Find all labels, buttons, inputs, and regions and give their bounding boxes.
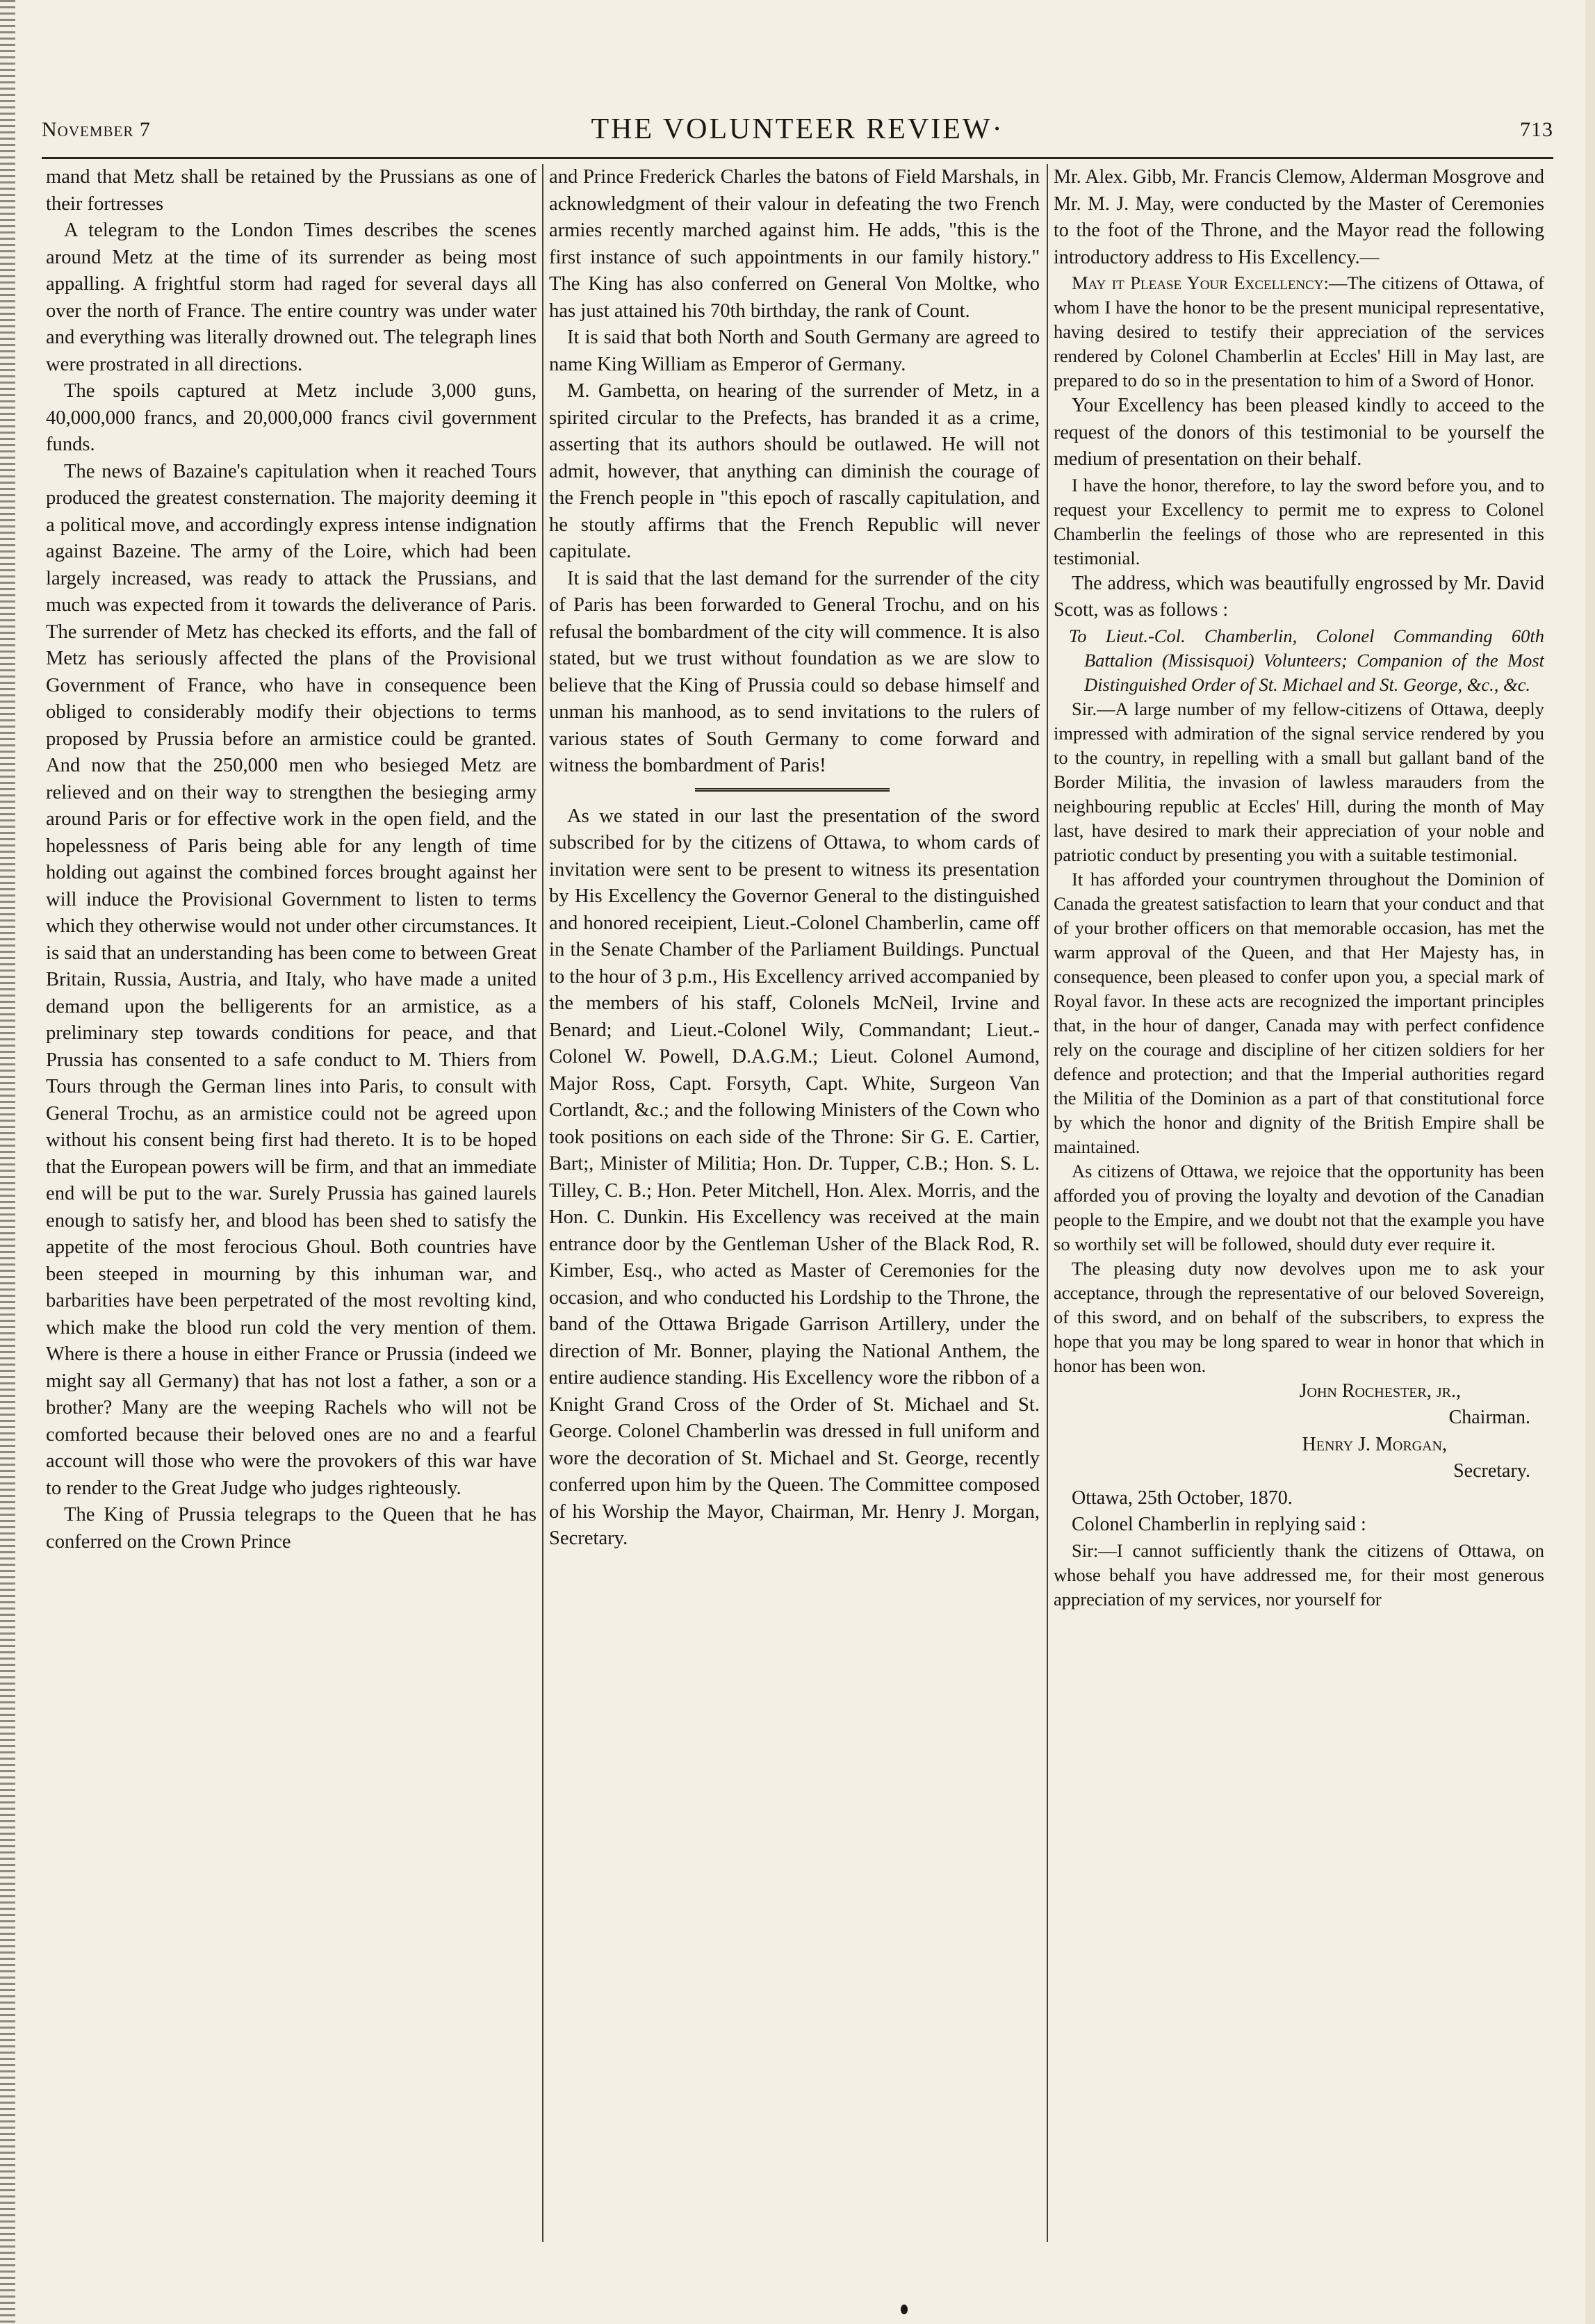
col2-paragraph-5: As we stated in our last the presentation of the sword subscribed for by the citizens of Ottawa, to whom cards of invitation were sent to be present to witness its presentation by His Excellency the Governor General to the distinguished and honored receipient, Lieut.-Colonel Chamberlin, came off in the Senate Chamber of the Parliament Buildings. Punctual to the hour of 3 p.m., His Excellency arrived accompanied by the members of his staff, Colonels McNeil, Irvine and Benard; and Lieut.-Colonel Wily, Commandant; Lieut.-Colonel W. Powell, D.A.G.M.; Lieut. Colonel Aumond, Major Ross, Capt. Forsyth, Capt. White, Surgeon Van Cortlandt, &c.; and the following Ministers of the Cown who took positions on each side of the Throne: Sir G. E. Cartier, Bart;, Minister of Militia; Hon. Dr. Tupper, C.B.; Hon. S. L. Tilley, C. B.; Hon. Peter Mitchell, Hon. Alex. Morris, and the Hon. C. Dunkin. His Excellency was received at the main entrance door by the Gentleman Usher of the Black Rod, R. Kimber, Esq., who acted as Master of Ceremonies for the occasion, and who conducted his Lordship to the Throne, the band of the Ottawa Brigade Garrison Artillery, under the direction of Mr. Bonner, playing the National Anthem, the entire audience standing. His Excellency wore the ribbon of a Knight Grand Cross of the Order of St. Michael and St. George. Colonel Chamberlin was dressed in full uniform and wore the decoration of St. Michael and St. George, recently conferred upon him by the Queen. The Committee composed of his Worship the Mayor, Chairman, Mr. Henry J. Morgan, Secretary. bbox=[549, 805, 1040, 1549]
col2-paragraph-2: It is said that both North and South Germany are agreed to name King William as Emperor of Germany. bbox=[549, 327, 1040, 375]
col1-paragraph-3: The spoils captured at Metz include 3,000 guns, 40,000,000 francs, and 20,000,000 francs civil government funds. bbox=[46, 380, 537, 455]
col3-paragraph-3: Your Excellency has been pleased kindly to acceed to the request of the donors of this testimonial to be yourself the medium of presentation on their behalf. bbox=[1054, 395, 1544, 470]
signature-secretary-name: Henry J. Morgan, bbox=[1302, 1433, 1447, 1455]
address-recipient: To Lieut.-Col. Chamberlin, Colonel Commanding 60th Battalion (Missisquoi) Volunteers; Companion of the Most Distinguished Order of St. Michael and St. George, &c., &c. bbox=[1069, 625, 1544, 695]
col3-paragraph-5: The address, which was beautifully engrossed by Mr. David Scott, was as follows : bbox=[1054, 572, 1544, 621]
col1-paragraph-4: The news of Bazaine's capitulation when it reached Tours produced the greatest consternation. The majority deeming it a political move, and accordingly express intense indignation against Bazeine. The army of the Loire, which had been largely increased, was ready to attack the Prussians, and much was expected from it towards the deliverance of Paris. The surrender of Metz has checked its efforts, and the fall of Metz has seriously affected the plans of the Provisional Government of France, who have in consequence been obliged to considerably modify their objections to terms proposed by Prussia before an armistice could be granted. And now that the 250,000 men who besieged Metz are relieved and on their way to strengthen the besieging army around Paris or for effective work in the open field, and the hopelessness of Paris being able for any length of time holding out against the combined forces brought against her will induce the Provisional Government to listen to terms which they otherwise would not under other circumstances. It is said that an understanding has been come to between Great Britain, Russia, Austria, and Italy, who have made a united demand upon the belligerents for an armistice, as a preliminary step towards conditions for peace, and that Prussia has consented to a safe conduct to M. Thiers from Tours through the German lines into Paris, to consult with General Trochu, as an armistice could not be agreed upon without his consent being first had thereto. It is to be hoped that the European powers will be firm, and that an immediate end will be put to the war. Surely Prussia has gained laurels enough to satisfy her, and blood has been shed to satisfy the appetite of the most ferocious Ghoul. Both countries have been steeped in mourning by this inhuman war, and barbarities have been perpetrated of the most revolting kind, which make the blood run cold the very mention of them. Where is there a house in either France or Prussia (indeed we might say all Germany) that has not lost a father, a son or a brother? Many are the weeping Rachels who will not be comforted because their beloved ones are no and a fearful account will those who were the provokers of this war have to render to the Great Judge who judges righteously. bbox=[46, 460, 537, 1499]
col3-paragraph-4: I have the honor, therefore, to lay the sword before you, and to request your Excellency to permit me to express to Colonel Chamberlin the feelings of those who are represented in this testimonial. bbox=[1054, 474, 1544, 568]
col2-paragraph-3: M. Gambetta, on hearing of the surrender of Metz, in a spirited circular to the Prefects, has branded it as a crime, asserting that its authors should be outlawed. He will not admit, however, that anything can diminish the courage of the French people in "this epoch of rascally capitulation, and he stoutly affirms that the French Republic will never capitulate. bbox=[549, 380, 1040, 562]
col3-paragraph-9: As citizens of Ottawa, we rejoice that the opportunity has been afforded you of proving the loyalty and devotion of the Canadian people to the Empire, and we doubt not that the example you have so worthily set will be followed, should duty ever require it. bbox=[1054, 1160, 1544, 1254]
header-page-number: 713 bbox=[1520, 118, 1553, 141]
col3-paragraph-10: The pleasing duty now devolves upon me to ask your acceptance, through the representative of our beloved Sovereign, of this sword, and on behalf of the subscribers, to express the hope that you may be long spared to wear in honor that which in honor has been won. bbox=[1054, 1257, 1544, 1376]
col2-paragraph-1: and Prince Frederick Charles the batons of Field Marshals, in acknowledgment of their valour in defeating the two French armies recently marched against him. He adds, "this is the first instance of such appointments in our family history." The King has also conferred on General Von Moltke, who has just attained his 70th birthday, the rank of Count. bbox=[549, 166, 1040, 322]
header-date: November 7 bbox=[42, 118, 151, 141]
section-separator bbox=[549, 780, 1040, 803]
column-divider-1 bbox=[542, 164, 543, 2242]
signature-chairman-title: Chairman. bbox=[1448, 1407, 1530, 1428]
column-1 bbox=[46, 164, 537, 2242]
column-3 bbox=[1054, 164, 1544, 2242]
col2-paragraph-4: It is said that the last demand for the surrender of the city of Paris has been forwarded to General Trochu, and on his refusal the bombardment of the city will commence. It is also stated, but we trust without foundation as we are slow to believe that the King of Prussia could so debase himself and unman his manhood, as to send invitations to the rulers of various states of South Germany to come forward and witness the bombardment of Paris! bbox=[549, 567, 1040, 776]
col1-paragraph-1: mand that Metz shall be retained by the Prussians as one of their fortresses bbox=[46, 166, 537, 215]
col3-reply-intro: Colonel Chamberlin in replying said : bbox=[1072, 1514, 1366, 1535]
col3-dateline: Ottawa, 25th October, 1870. bbox=[1072, 1487, 1293, 1509]
col1-paragraph-2: A telegram to the London Times describes the scenes around Metz at the time of its surrender as being most appalling. A frightful storm had raged for several days all over the north of France. The entire country was under water and everything was literally drowned out. The telegraph lines were prostrated in all directions. bbox=[46, 220, 537, 375]
col3-paragraph-7: Sir.—A large number of my fellow-citizens of Ottawa, deeply impressed with admiration of the signal service rendered by you to the country, in repelling with a small but gallant band of the Border Militia, the invasion of lawless marauders from the neighbouring republic at Eccles' Hill, during the month of May last, have desired to mark their appreciation of your noble and patriotic conduct by presenting you with a suitable testimonial. bbox=[1054, 698, 1544, 865]
scan-edge-left bbox=[0, 0, 15, 2324]
signature-secretary-title: Secretary. bbox=[1453, 1460, 1530, 1482]
header-title: THE VOLUNTEER REVIEW· bbox=[591, 113, 1004, 145]
scan-edge-right bbox=[1585, 0, 1595, 2324]
address-salutation: May it Please Your Excellency: bbox=[1072, 272, 1329, 293]
ink-speck bbox=[901, 2305, 908, 2314]
col3-paragraph-8: It has afforded your countrymen throughout the Dominion of Canada the greatest satisfaction to learn that your conduct and that of your brother officers on that memorable occasion, has met the warm approval of the Queen, and that Her Majesty has, in consequence, been pleased to confer upon you, a special mark of Royal favor. In these acts are recognized the important principles that, in the hour of danger, Canada may with perfect confidence rely on the courage and discipline of her citizen soldiers for her defence and protection; and that the Imperial authorities regard the Militia of the Dominion as a part of that constitutional force by which the honor and dignity of the British Empire shall be maintained. bbox=[1054, 868, 1544, 1157]
signature-chairman-name: John Rochester, jr., bbox=[1299, 1380, 1461, 1402]
column-2 bbox=[549, 164, 1040, 2242]
col3-reply-text: Sir:—I cannot sufficiently thank the citizens of Ottawa, on whose behalf you have addressed me, for their most generous appreciation of my services, nor yourself for bbox=[1054, 1539, 1544, 1610]
page-header bbox=[42, 111, 1553, 150]
column-divider-2 bbox=[1047, 164, 1048, 2242]
col3-paragraph-1: Mr. Alex. Gibb, Mr. Francis Clemow, Alderman Mosgrove and Mr. M. J. May, were conducted by the Master of Ceremonies to the foot of the Throne, and the Mayor read the following introductory address to His Excellency.— bbox=[1054, 166, 1544, 268]
col3-address-opening bbox=[1054, 271, 1544, 393]
col1-paragraph-5: The King of Prussia telegraps to the Queen that he has conferred on the Crown Prince bbox=[46, 1504, 537, 1553]
address-text: —The citizens of Ottawa, of whom I have the honor to be the present municipal representative, having desired to testify their appreciation of the services rendered by Colonel Chamberlin at Eccles' Hill in May last, are prepared to do so in the presentation to him of a Sword of Honor. bbox=[1054, 272, 1544, 391]
header-rule bbox=[42, 157, 1553, 159]
